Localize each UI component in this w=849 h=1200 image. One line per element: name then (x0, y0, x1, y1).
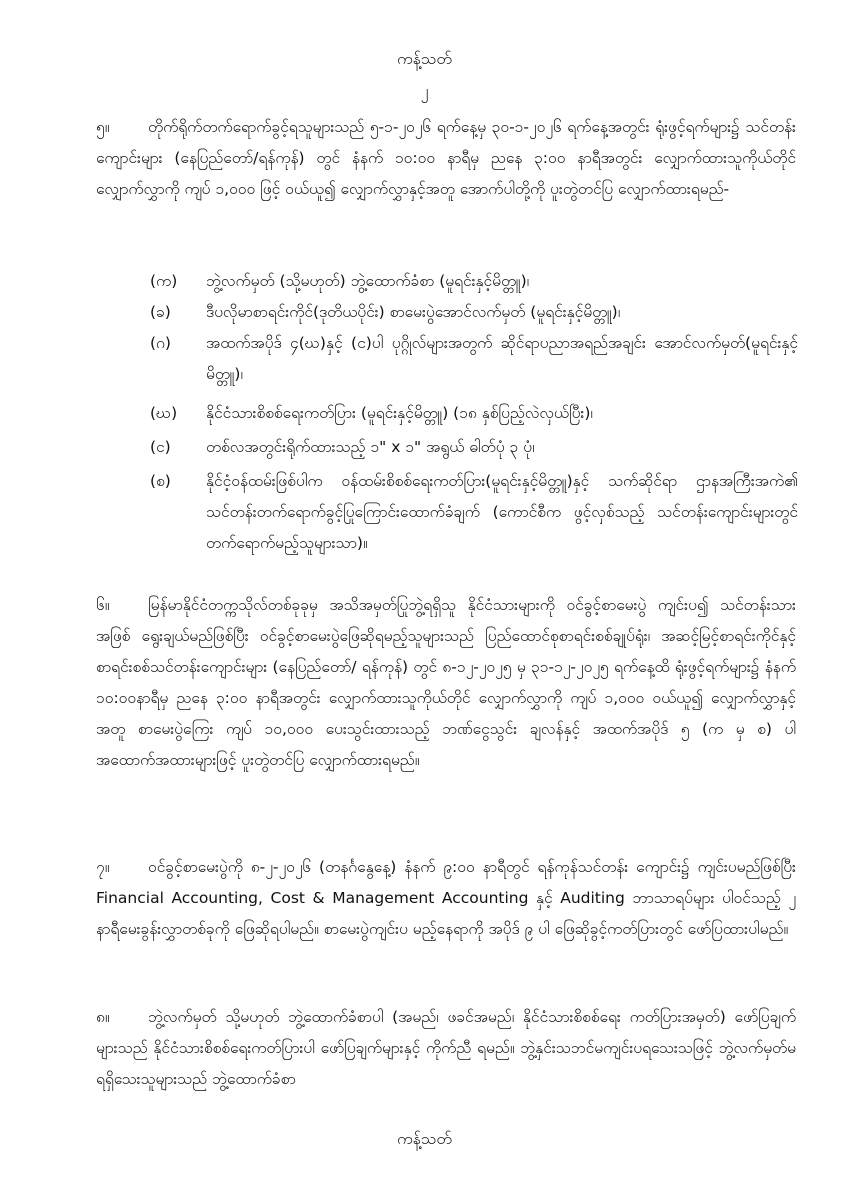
list-item (150, 466, 798, 559)
page-number: ၂ (420, 81, 429, 100)
list-item (150, 297, 798, 328)
list-item-marker: (င) (150, 438, 171, 456)
list-item (150, 432, 798, 463)
paragraph-number: ၇။ (96, 858, 110, 876)
paragraph-8 (96, 1002, 796, 1095)
list-item-text: တစ်လအတွင်းရိုက်ထားသည့် ၁" x ၁" အရွယ် ဓါတ်ပုံ ၃ ပုံ၊ (206, 438, 535, 456)
footer-classification: ကန့်သတ် (397, 1129, 452, 1148)
paragraph-7 (96, 852, 796, 945)
list-item-text: အထက်အပိုဒ် ၄(ဃ)နှင့် (င)ပါ ပုဂ္ဂိုလ်များအတွက် ဆိုင်ရာပညာအရည်အချင်း အောင်လက်မှတ်(မူရင်းနှင့်မိတ္တူ)၊ (206, 334, 798, 383)
header-classification: ကန့်သတ် (397, 49, 452, 68)
paragraph-text: မြန်မာနိုင်ငံတက္ကသိုလ်တစ်ခုခုမှ အသိအမှတ်ပြုဘွဲ့ရရှိသူ နိုင်ငံသားများကို ဝင်ခွင့်စာမေးပွဲ ကျင်းပ၍ သင်တန်းသားအဖြစ် ရွေးချယ်မည်ဖြစ်ပြီး ဝင်ခွင့်စာမေးပွဲဖြေဆိုရမည့်သူများသည် ပြည်ထောင်စုစာရင်းစစ်ချုပ်ရုံး၊ အဆင့်မြင့်စာရင်းကိုင်နှင့် စာရင်းစစ်သင်တန်းကျောင်းများ (နေပြည်တော်/ ရန်ကုန်) တွင် ၈-၁၂-၂၀၂၅ မှ ၃၁-၁၂-၂၀၂၅ ရက်နေ့ထိ ရုံးဖွင့်ရက်များ၌ နံနက် ၁၀:၀၀နာရီမှ ညနေ ၃:၀၀ နာရီအတွင်း လျှောက်ထားသူကိုယ်တိုင် လျှောက်လွှာကို ကျပ် ၁,၀၀၀ ဝယ်ယူ၍ လျှောက်လွှာနှင့်အတူ စာမေးပွဲကြေး ကျပ် ၁၀,၀၀၀ ပေးသွင်းထားသည့် ဘဏ်ငွေသွင်း ချလန်နှင့် အထက်အပိုဒ် ၅ (က မှ စ) ပါ အထောက်အထားများဖြင့် ပူးတွဲတင်ပြ လျှောက်ထားရမည်။ (96, 596, 796, 769)
list-item-marker: (ဂ) (150, 334, 171, 352)
paragraph-number: ၅။ (96, 118, 110, 136)
list-item-marker: (ခ) (150, 303, 171, 321)
list-item (150, 266, 798, 297)
paragraph-5 (96, 112, 796, 205)
list-item-marker: (ဃ) (150, 404, 178, 422)
paragraph-number: ၈။ (96, 1008, 110, 1026)
paragraph-text: ဝင်ခွင့်စာမေးပွဲကို ၈-၂-၂၀၂၆ (တနင်္ဂနွေနေ့) နံနက် ၉:၀၀ နာရီတွင် ရန်ကုန်သင်တန်း ကျောင်း၌ ကျင်းပမည်ဖြစ်ပြီး Financial Accounting, Cost & Management Accounting နှင့် Auditing ဘာသာရပ်များ ပါဝင်သည့် ၂ နာရီမေးခွန်းလွှာတစ်ခုကို ဖြေဆိုရပါမည်။ စာမေးပွဲကျင်းပ မည့်နေရာကို အပိုဒ် ၉ ပါ ဖြေဆိုခွင့်ကတ်ပြားတွင် ဖော်ပြထားပါမည်။ (96, 858, 796, 938)
list-item-text: ဒီပလိုမာစာရင်းကိုင်(ဒုတိယပိုင်း) စာမေးပွဲအောင်လက်မှတ် (မူရင်းနှင့်မိတ္တူ)၊ (206, 303, 621, 321)
paragraph-text: ဘွဲ့လက်မှတ် သို့မဟုတ် ဘွဲ့ထောက်ခံစာပါ (အမည်၊ ဖခင်အမည်၊ နိုင်ငံသားစိစစ်ရေး ကတ်ပြားအမှတ်) ဖော်ပြချက်များသည် နိုင်ငံသားစိစစ်ရေးကတ်ပြားပါ ဖော်ပြချက်များနှင့် ကိုက်ညီ ရမည်။ ဘွဲ့နှင်းသဘင်မကျင်းပရသေးသဖြင့် ဘွဲ့လက်မှတ်မရရှိသေးသူများသည် ဘွဲ့ထောက်ခံစာ (96, 1008, 796, 1088)
list-item-text: နိုင်ငံသားစိစစ်ရေးကတ်ပြား (မူရင်းနှင့်မိတ္တူ) (၁၈ နှစ်ပြည့်လဲလှယ်ပြီး)၊ (206, 404, 593, 422)
list-item-marker: (က) (150, 272, 178, 290)
paragraph-text: တိုက်ရိုက်တက်ရောက်ခွင့်ရသူများသည် ၅-၁-၂၀၂၆ ရက်နေ့မှ ၃၀-၁-၂၀၂၆ ရက်နေ့အတွင်း ရုံးဖွင့်ရက်များ၌ သင်တန်းကျောင်းများ (နေပြည်တော်/ရန်ကုန်) တွင် နံနက် ၁၀:၀၀ နာရီမှ ညနေ ၃:၀၀ နာရီအတွင်း လျှောက်ထားသူကိုယ်တိုင် လျှောက်လွှာကို ကျပ် ၁,၀၀၀ ဖြင့် ဝယ်ယူ၍ လျှောက်လွှာနှင့်အတူ အောက်ပါတို့ကို ပူးတွဲတင်ပြ လျှောက်ထားရမည်- (96, 118, 796, 198)
paragraph-6 (96, 590, 796, 776)
list-item (150, 328, 798, 390)
paragraph-number: ၆။ (96, 596, 110, 614)
list-item-marker: (စ) (150, 472, 171, 490)
list-item-text: ဘွဲ့လက်မှတ် (သို့မဟုတ်) ဘွဲ့ထောက်ခံစာ (မူရင်းနှင့်မိတ္တူ)၊ (206, 272, 530, 290)
list-item (150, 398, 798, 429)
list-item-text: နိုင်ငံ့ဝန်ထမ်းဖြစ်ပါက ဝန်ထမ်းစိစစ်ရေးကတ်ပြား(မူရင်းနှင့်မိတ္တူ)နှင့် သက်ဆိုင်ရာ ဌာနအကြီးအကဲ၏ သင်တန်းတက်ရောက်ခွင့်ပြုကြောင်းထောက်ခံချက် (ကောင်စီက ဖွင့်လှစ်သည့် သင်တန်းကျောင်းများတွင် တက်ရောက်မည့်သူများသာ)။ (206, 472, 798, 552)
